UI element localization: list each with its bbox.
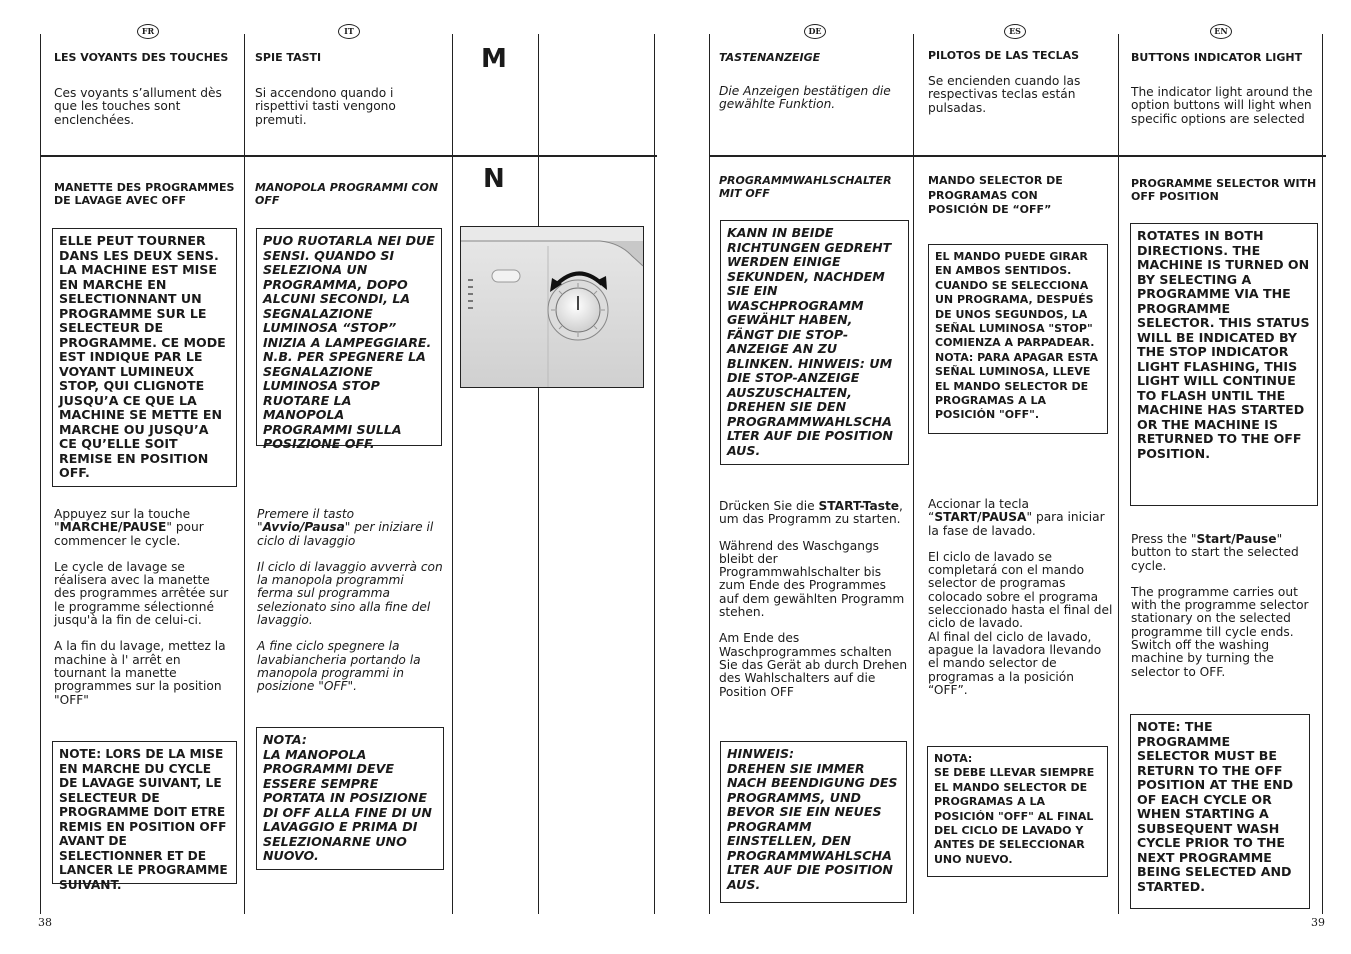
column-rule — [913, 34, 914, 914]
column-rule — [40, 34, 41, 914]
section-letter-n: N — [483, 164, 505, 194]
fr-selector-box: ELLE PEUT TOURNER DANS LES DEUX SENS. LA MACHINE EST MISE EN MARCHE EN SELECTIONNANT UN PROGRAMME SUR LE SELECTEUR DE PROGRAMME. CE MODE EST INDIQUE PAR LE VOYANT LUMINEUX STOP, QUI CLIGNOTE JUSQU’A CE QUE LA MACHINE SE METTE EN MARCHE OU JUSQU’A CE QU’ELLE SOIT REMISE EN POSITION OFF. — [52, 228, 237, 487]
it-para-cycle: Il ciclo di lavaggio avverrà con la manopola programmi ferma sul programma selezionato sino alla fine del lavaggio. — [257, 559, 443, 628]
de-selector-box: KANN IN BEIDE RICHTUNGEN GEDREHT WERDEN EINIGE SEKUNDEN, NACHDEM SIE EIN WASCHPROGRAMM GEWÄHLT HABEN, FÄNGT DIE STOP-ANZEIGE AN ZU BLINKEN. HINWEIS: UM DIE STOP-ANZEIGE AUSZUSCHALTEN, DREHEN SIE DEN PROGRAMMWAHLSCHA LTER AUF DIE POSITION AUS. — [720, 220, 909, 465]
column-rule — [538, 34, 539, 914]
it-note-heading: NOTA: — [263, 732, 307, 747]
language-flag-fr: FR — [137, 24, 159, 39]
fr-para-start: Appuyez sur la touche "MARCHE/PAUSE" pour commencer le cycle. — [54, 507, 204, 548]
page-number: 39 — [1311, 916, 1325, 929]
column-rule — [654, 34, 655, 914]
es-selector-title: MANDO SELECTOR DE PROGRAMAS CON POSICIÓN DE “OFF” — [928, 174, 1063, 216]
it-para-end: A fine ciclo spegnere la lavabiancheria portando la manopola programmi in posizione "OFF". — [257, 639, 421, 694]
es-para-cycle: El ciclo de lavado se completará con el mando selector de programas colocado sobre el programa seleccionado hasta el final del ciclo de lavado. — [928, 549, 1113, 631]
fr-para-cycle: Le cycle de lavage se réalisera avec la manette des programmes arrêtée sur le programme sélectionné jusqu'à la fin de celui-ci. — [54, 559, 229, 628]
de-instructions — [719, 500, 909, 712]
es-instructions — [928, 498, 1113, 710]
fr-lights-text: Ces voyants s’allument dès que les touches sont enclenchées. — [54, 86, 222, 127]
fr-note-box: NOTE: LORS DE LA MISE EN MARCHE DU CYCLE DE LAVAGE SUIVANT, LE SELECTEUR DE PROGRAMME DOIT ETRE REMIS EN POSITION OFF AVANT DE SELECTIONNER ET DE LANCER LE PROGRAMME SUIVANT. — [52, 741, 237, 884]
column-rule — [452, 34, 453, 914]
es-lights-text: Se encienden cuando las respectivas teclas están pulsadas. — [928, 74, 1081, 115]
de-para-end: Am Ende des Waschprogrammes schalten Sie das Gerät ab durch Drehen des Wahlschalters auf die Position OFF — [719, 631, 908, 699]
de-note-box — [720, 741, 907, 903]
programme-selector-illustration — [460, 226, 644, 388]
es-para-end: Al final del ciclo de lavado, apague la lavadora llevando el mando selector de programas a la posición “OFF”. — [928, 629, 1102, 697]
en-lights-text: The indicator light around the option buttons will light when specific options are selected — [1131, 85, 1313, 126]
en-para-start: Press the "Start/Pause" button to start the selected cycle. — [1131, 532, 1299, 573]
fr-para-end: A la fin du lavage, mettez la machine à l' arrêt en tournant la manette programmes sur la position "OFF" — [54, 639, 226, 707]
en-lights-title: BUTTONS INDICATOR LIGHT — [1131, 51, 1303, 64]
de-lights-text: Die Anzeigen bestätigen die gewählte Funktion. — [719, 84, 891, 112]
it-note-box — [256, 727, 444, 870]
page-number: 38 — [38, 916, 52, 929]
de-lights-title: TASTENANZEIGE — [719, 51, 821, 64]
language-flag-de: DE — [804, 24, 826, 39]
de-selector-title: PROGRAMMWAHLSCHALTER MIT OFF — [719, 174, 892, 200]
language-flag-it: IT — [338, 24, 360, 39]
it-selector-title: MANOPOLA PROGRAMMI CON OFF — [255, 181, 439, 207]
es-lights-title: PILOTOS DE LAS TECLAS — [928, 49, 1080, 62]
de-note-heading: HINWEIS: — [727, 746, 795, 761]
it-note-text: LA MANOPOLA PROGRAMMI DEVE ESSERE SEMPRE PORTATA IN POSIZIONE DI OFF ALLA FINE DI UN LAVAGGIO E PRIMA DI SELEZIONARNE UNO NUOVO. — [263, 746, 432, 863]
column-rule — [709, 34, 710, 914]
fr-selector-title: MANETTE DES PROGRAMMES DE LAVAGE AVEC OFF — [54, 181, 235, 207]
en-instructions — [1131, 533, 1316, 692]
it-lights-text: Si accendono quando i rispettivi tasti vengono premuti. — [255, 86, 396, 127]
en-selector-title: PROGRAMME SELECTOR WITH OFF POSITION — [1131, 177, 1317, 203]
es-note-box — [927, 746, 1108, 877]
it-selector-box: PUO RUOTARLA NEI DUE SENSI. QUANDO SI SELEZIONA UN PROGRAMMA, DOPO ALCUNI SECONDI, LA SEGNALAZIONE LUMINOSA “STOP” INIZIA A LAMPEGGIARE. N.B. PER SPEGNERE LA SEGNALAZIONE LUMINOSA STOP RUOTARE LA MANOPOLA PROGRAMMI SULLA POSIZIONE OFF. — [256, 228, 442, 446]
de-para-cycle: Während des Waschgangs bleibt der Programmwahlschalter bis zum Ende des Programmes auf dem gewählten Programm stehen. — [719, 538, 905, 620]
en-selector-box: ROTATES IN BOTH DIRECTIONS. THE MACHINE IS TURNED ON BY SELECTING A PROGRAMME VIA THE PROGRAMME SELECTOR. THIS STATUS WILL BE INDICATED BY THE STOP INDICATOR LIGHT FLASHING, THIS LIGHT WILL CONTINUE TO FLASH UNTIL THE MACHINE HAS STARTED OR THE MACHINE IS RETURNED TO THE OFF POSITION. — [1130, 223, 1318, 506]
section-letter-m: M — [481, 44, 507, 74]
es-note-text: SE DEBE LLEVAR SIEMPRE EL MANDO SELECTOR DE PROGRAMAS A LA POSICIÓN "OFF" AL FINAL DEL CICLO DE LAVADO Y ANTES DE SELECCIONAR UNO NUEVO. — [934, 766, 1095, 866]
it-lights-title: SPIE TASTI — [255, 51, 322, 64]
language-flag-es: ES — [1004, 24, 1026, 39]
it-para-start: Premere il tasto "Avvio/Pausa" per iniziare il ciclo di lavaggio — [257, 507, 434, 548]
es-note-heading: NOTA: — [934, 752, 973, 765]
column-rule — [1118, 34, 1119, 914]
language-flag-en: EN — [1210, 24, 1232, 39]
en-para-cycle: The programme carries out with the programme selector stationary on the selected programme till cycle ends. Switch off the washing machine by turning the selector to OFF. — [1131, 584, 1309, 679]
column-rule — [1322, 34, 1323, 914]
de-note-text: DREHEN SIE IMMER NACH BEENDIGUNG DES PROGRAMMS, UND BEVOR SIE EIN NEUES PROGRAMM EINSTELLEN, DEN PROGRAMMWAHLSCHA LTER AUF DIE POSITION AUS. — [727, 760, 898, 892]
fr-lights-title: LES VOYANTS DES TOUCHES — [54, 51, 229, 64]
es-selector-box: EL MANDO PUEDE GIRAR EN AMBOS SENTIDOS. CUANDO SE SELECCIONA UN PROGRAMA, DESPUÉS DE UNOS SEGUNDOS, LA SEÑAL LUMINOSA "STOP" COMIENZA A PARPADEAR. NOTA: PARA APAGAR ESTA SEÑAL LUMINOSA, LLEVE EL MANDO SELECTOR DE PROGRAMAS A LA POSICIÓN "OFF". — [928, 244, 1108, 434]
it-instructions — [257, 508, 443, 707]
section-divider — [709, 155, 1326, 157]
en-note-box: NOTE: THE PROGRAMME SELECTOR MUST BE RETURN TO THE OFF POSITION AT THE END OF EACH CYCLE OR WHEN STARTING A SUBSEQUENT WASH CYCLE PRIOR TO THE NEXT PROGRAMME BEING SELECTED AND STARTED. — [1130, 714, 1310, 909]
de-para-start: Drücken Sie die START-Taste, um das Programm zu starten. — [719, 499, 903, 527]
section-divider — [40, 155, 657, 157]
fr-instructions — [54, 508, 234, 720]
column-rule — [244, 34, 245, 914]
es-para-start: Accionar la tecla “START/PAUSA" para iniciar la fase de lavado. — [928, 497, 1105, 538]
